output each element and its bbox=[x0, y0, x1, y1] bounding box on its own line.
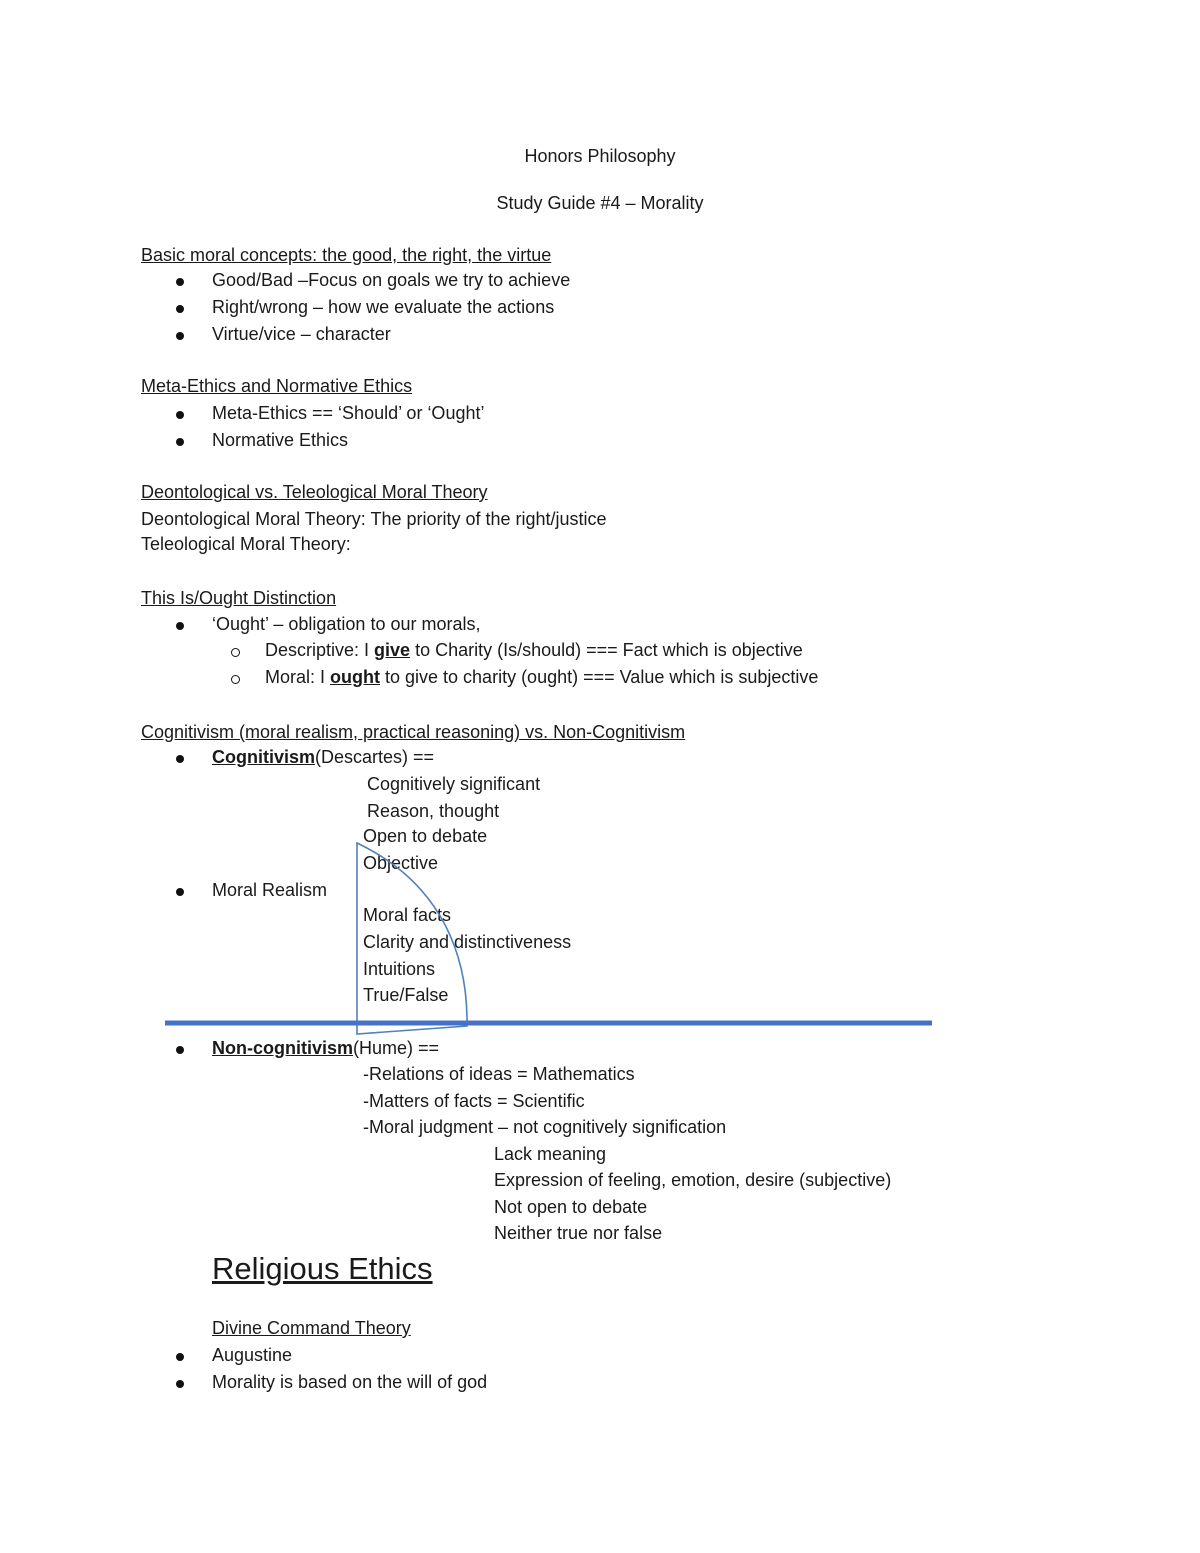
descriptive-bold: give bbox=[374, 640, 411, 660]
isought-heading: This Is/Ought Distinction bbox=[141, 588, 337, 608]
descriptive-pre: Descriptive: I bbox=[265, 640, 375, 660]
moral-bold: ought bbox=[330, 667, 380, 687]
list-item: Augustine bbox=[212, 1345, 293, 1365]
list-item: Virtue/vice – character bbox=[212, 324, 391, 344]
noncog-list-item: -Relations of ideas = Mathematics bbox=[363, 1064, 635, 1084]
bullet-dot bbox=[176, 1343, 184, 1367]
cog-list-item: Open to debate bbox=[363, 826, 488, 846]
cognitivism-bold: Cognitivism bbox=[212, 747, 316, 767]
moral-realism-label: Moral Realism bbox=[212, 880, 328, 900]
noncog-sub-item: Neither true nor false bbox=[494, 1223, 663, 1243]
basic-heading: Basic moral concepts: the good, the right, the virtue bbox=[141, 245, 552, 265]
list-item: Normative Ethics bbox=[212, 430, 349, 450]
noncog-sub-item: Lack meaning bbox=[494, 1144, 607, 1164]
realism-list-item: Moral facts bbox=[363, 905, 452, 925]
moral-pre: Moral: I bbox=[265, 667, 331, 687]
cog-list-item: Objective bbox=[363, 853, 439, 873]
realism-list-item: True/False bbox=[363, 985, 449, 1005]
religious-title: Religious Ethics bbox=[212, 1251, 433, 1286]
bracket-shape bbox=[357, 843, 467, 1034]
list-item: Meta-Ethics == ‘Should’ or ‘Ought’ bbox=[212, 403, 485, 423]
noncog-sub-item: Not open to debate bbox=[494, 1197, 648, 1217]
list-item: Good/Bad –Focus on goals we try to achieve bbox=[212, 270, 571, 290]
list-item: Morality is based on the will of god bbox=[212, 1372, 488, 1392]
divine-command-heading: Divine Command Theory bbox=[212, 1318, 411, 1338]
deon-line: Deontological Moral Theory: The priority of the right/justice bbox=[141, 509, 607, 529]
teleo-line: Teleological Moral Theory: bbox=[141, 534, 351, 554]
bullet-dot bbox=[176, 1036, 184, 1060]
noncognitivism-bold: Non-cognitivism bbox=[212, 1038, 354, 1058]
course-title: Honors Philosophy bbox=[524, 146, 676, 166]
cog-list-item: Reason, thought bbox=[367, 801, 500, 821]
noncog-sub-item: Expression of feeling, emotion, desire (subjective) bbox=[494, 1170, 892, 1190]
cog-list-item: Cognitively significant bbox=[367, 774, 541, 794]
noncog-list-item: -Moral judgment – not cognitively signification bbox=[363, 1117, 727, 1137]
meta-heading: Meta-Ethics and Normative Ethics bbox=[141, 376, 413, 396]
noncognitivism-rest: (Hume) == bbox=[353, 1038, 440, 1058]
bullet-dot bbox=[176, 1370, 184, 1394]
noncognitivism-line bbox=[212, 1036, 439, 1060]
list-item: Right/wrong – how we evaluate the actions bbox=[212, 297, 555, 317]
deon-heading: Deontological vs. Teleological Moral Theory bbox=[141, 482, 488, 502]
realism-list-item: Clarity and distinctiveness bbox=[363, 932, 572, 952]
list-item: ‘Ought’ – obligation to our morals, bbox=[212, 614, 481, 634]
realism-list-item: Intuitions bbox=[363, 959, 436, 979]
guide-title: Study Guide #4 – Morality bbox=[496, 193, 704, 213]
cog-heading: Cognitivism (moral realism, practical reasoning) vs. Non-Cognitivism bbox=[141, 722, 686, 742]
moral-post: to give to charity (ought) === Value which is subjective bbox=[380, 667, 819, 687]
cognitivism-rest: (Descartes) == bbox=[315, 747, 435, 767]
noncog-list-item: -Matters of facts = Scientific bbox=[363, 1091, 585, 1111]
descriptive-post: to Charity (Is/should) === Fact which is objective bbox=[410, 640, 803, 660]
